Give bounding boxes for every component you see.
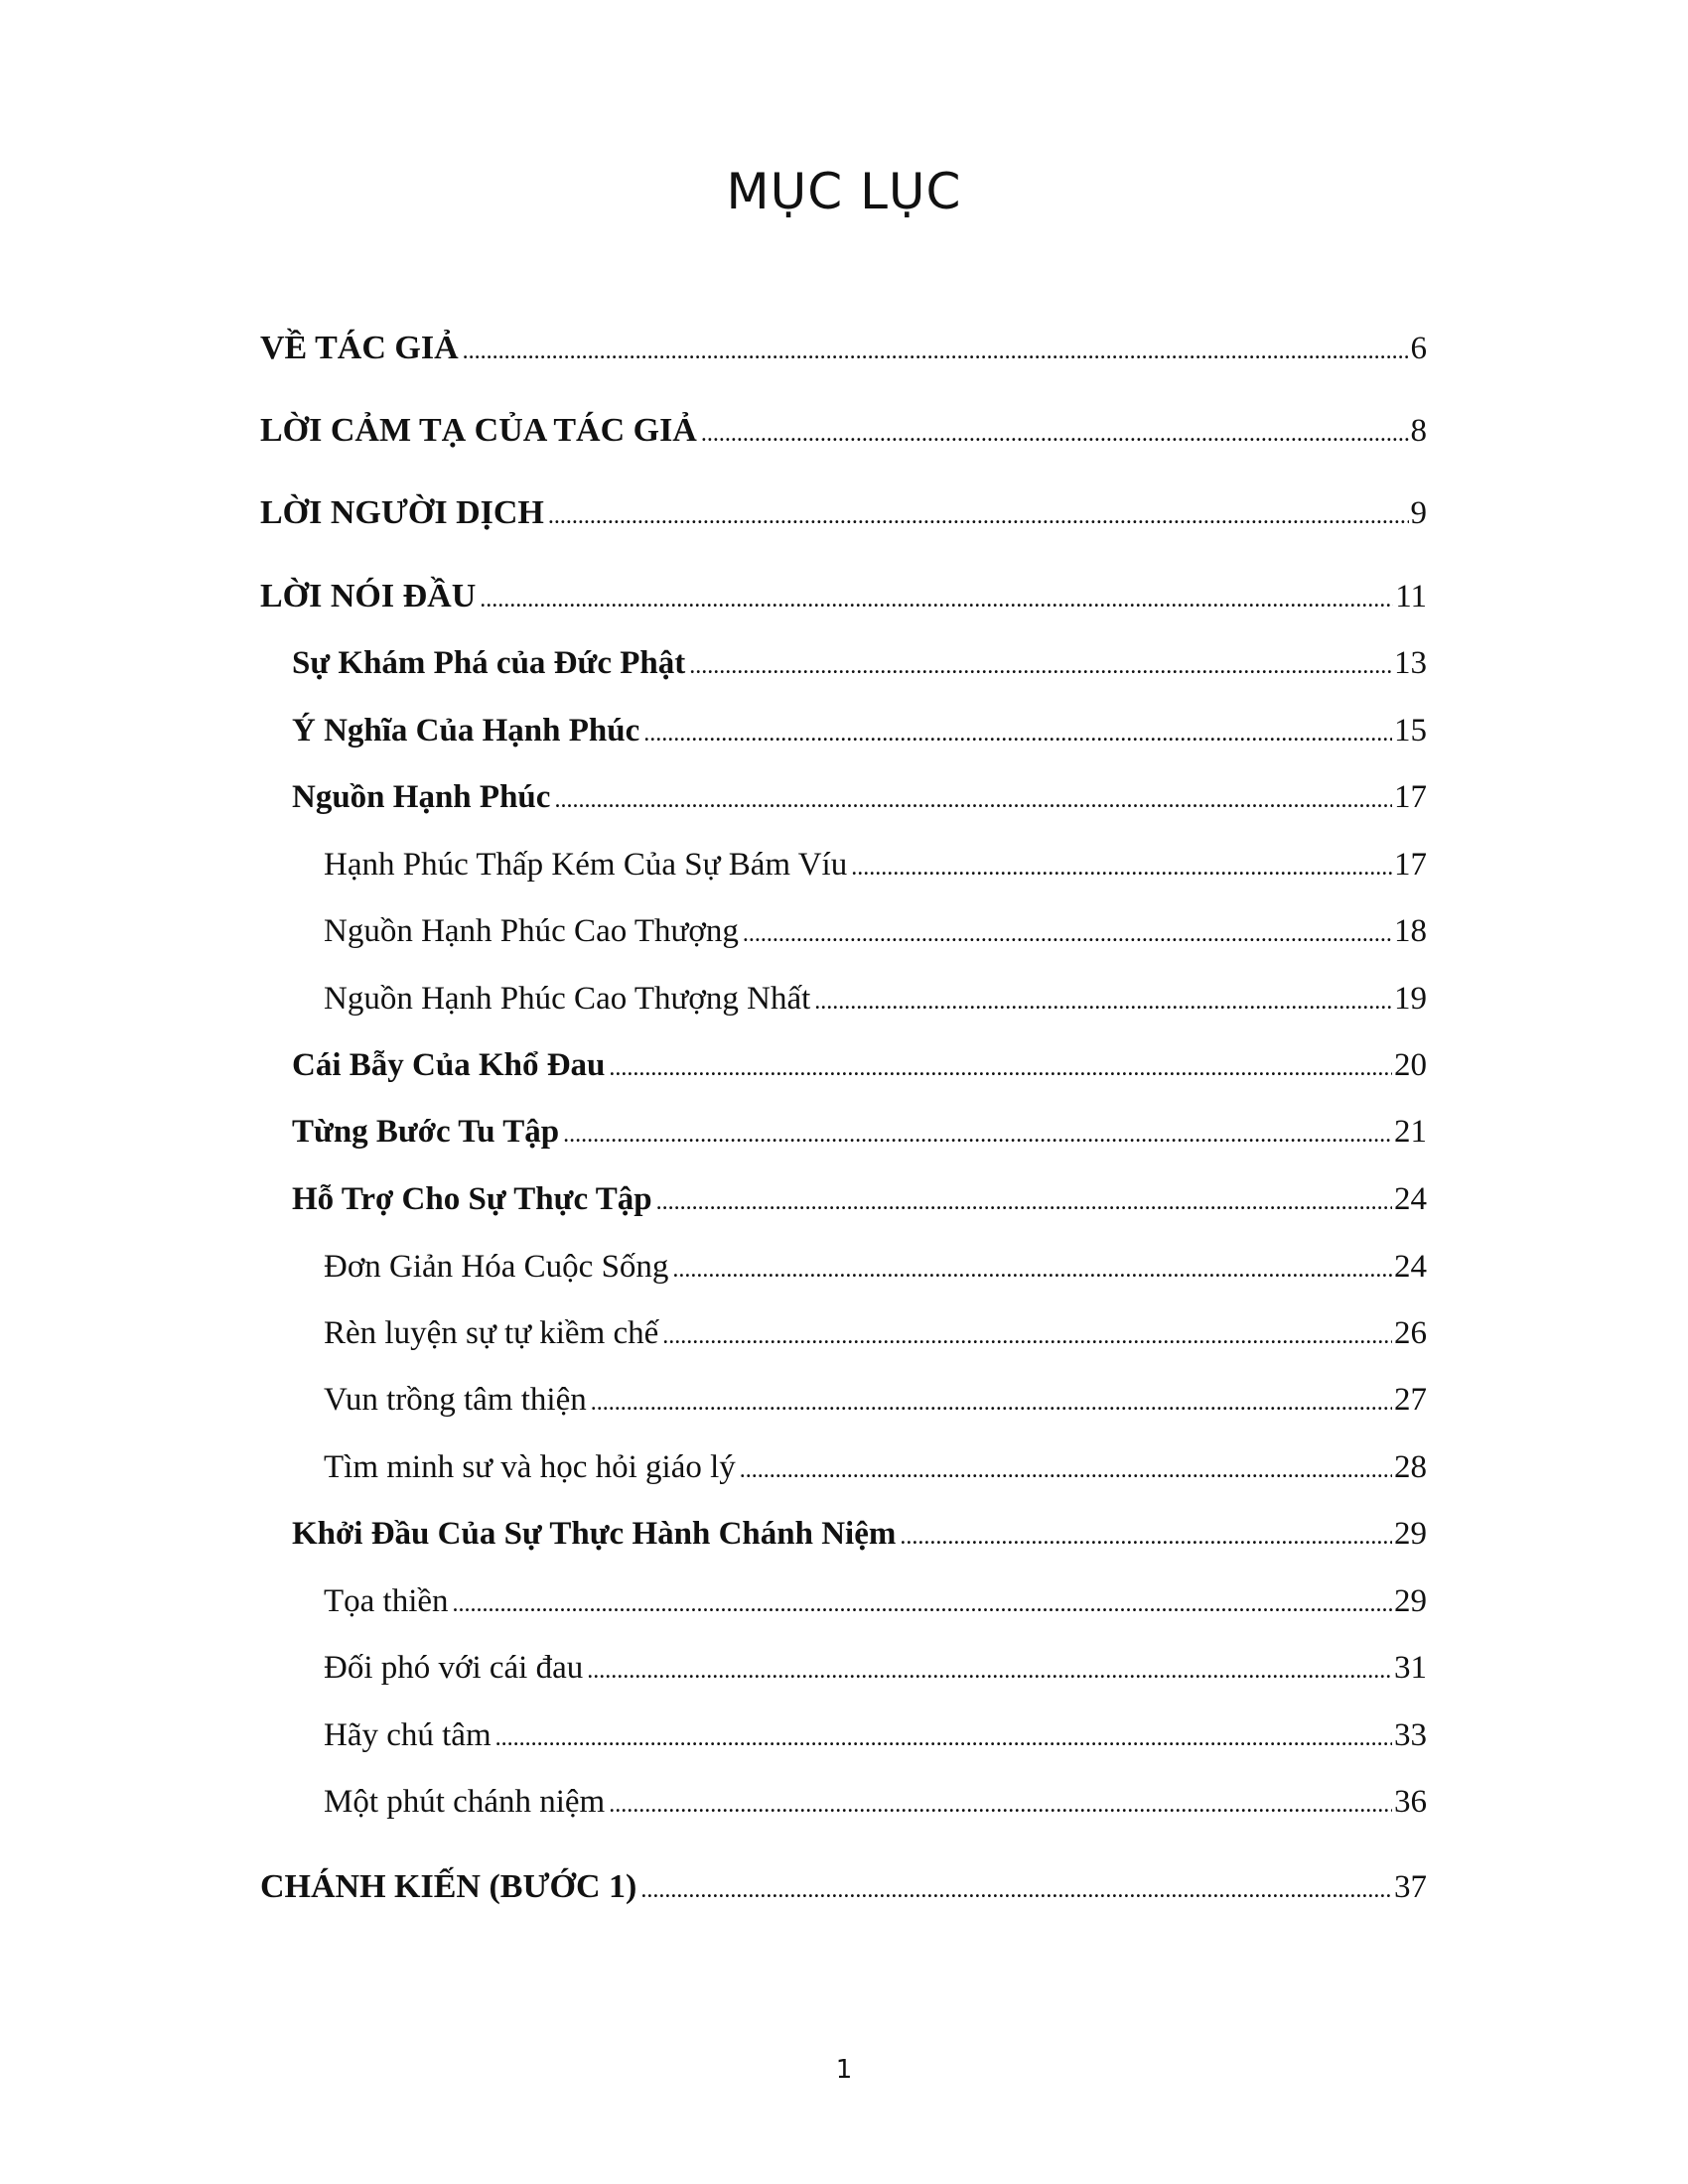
toc-entry-label: Ý Nghĩa Của Hạnh Phúc (292, 713, 640, 749)
toc-entry-page-number: 28 (1394, 1449, 1427, 1485)
toc-entry[interactable] (260, 412, 1427, 450)
dot-leader (689, 653, 1392, 680)
dot-leader (563, 1122, 1392, 1149)
dot-leader (591, 1390, 1392, 1417)
toc-entry-label: Hỗ Trợ Cho Sự Thực Tập (292, 1181, 652, 1217)
dot-leader (743, 921, 1392, 948)
toc-entry-page-number: 9 (1410, 495, 1427, 531)
toc-entry-page-number: 13 (1394, 645, 1427, 681)
toc-entry-label: VỀ TÁC GIẢ (260, 330, 459, 366)
toc-entry[interactable] (260, 1181, 1427, 1218)
toc-entry[interactable] (260, 779, 1427, 816)
toc-entry-page-number: 27 (1394, 1382, 1427, 1418)
dot-leader (554, 787, 1392, 814)
page-number: 1 (835, 2055, 853, 2085)
toc-entry-page-number: 6 (1410, 331, 1427, 366)
toc-entry[interactable] (260, 1868, 1427, 1906)
toc-entry-page-number: 29 (1394, 1516, 1427, 1552)
toc-entry-page-number: 20 (1394, 1047, 1427, 1083)
dot-leader (587, 1658, 1392, 1685)
toc-entry-label: LỜI NÓI ĐẦU (260, 578, 477, 614)
toc-entry[interactable] (260, 1717, 1427, 1754)
toc-entry-label: LỜI NGƯỜI DỊCH (260, 494, 544, 531)
dot-leader (480, 587, 1393, 614)
toc-entry-page-number: 31 (1394, 1650, 1427, 1686)
toc-entry[interactable] (260, 847, 1427, 884)
toc-entry[interactable] (260, 1784, 1427, 1821)
toc-entry-label: Nguồn Hạnh Phúc (292, 779, 551, 815)
toc-entry[interactable] (260, 1382, 1427, 1419)
toc-entry-page-number: 19 (1394, 981, 1427, 1017)
dot-leader (851, 855, 1392, 882)
dot-leader (640, 1877, 1392, 1904)
dot-leader (643, 721, 1392, 748)
toc-entry-label: Tìm minh sư và học hỏi giáo lý (324, 1449, 736, 1485)
toc-entry-page-number: 33 (1394, 1717, 1427, 1753)
toc-entry[interactable] (260, 330, 1427, 367)
dot-leader (701, 421, 1409, 448)
toc-entry-label: Nguồn Hạnh Phúc Cao Thượng (324, 913, 739, 949)
dot-leader (662, 1323, 1392, 1350)
toc-entry-label: Đối phó với cái đau (324, 1650, 584, 1686)
page-title: MỤC LỤC (726, 163, 962, 220)
toc-entry-label: Nguồn Hạnh Phúc Cao Thượng Nhất (324, 981, 811, 1017)
toc-entry-label: Cái Bẫy Của Khổ Đau (292, 1047, 606, 1083)
toc-entry-page-number: 8 (1410, 413, 1427, 449)
toc-entry[interactable] (260, 1516, 1427, 1553)
toc-entry-page-number: 26 (1394, 1315, 1427, 1351)
dot-leader (656, 1189, 1392, 1216)
dot-leader (900, 1524, 1392, 1551)
toc-entry-label: LỜI CẢM TẠ CỦA TÁC GIẢ (260, 412, 697, 449)
dot-leader (453, 1591, 1392, 1618)
toc-entry-page-number: 15 (1394, 713, 1427, 749)
toc-entry-page-number: 11 (1395, 579, 1427, 614)
toc-entry-page-number: 18 (1394, 913, 1427, 949)
dot-leader (609, 1792, 1392, 1819)
dot-leader (740, 1457, 1392, 1484)
toc-entry[interactable] (260, 494, 1427, 532)
toc-entry[interactable] (260, 645, 1427, 682)
dot-leader (548, 503, 1409, 530)
toc-entry-label: Tọa thiền (324, 1583, 449, 1619)
toc-entry[interactable] (260, 713, 1427, 750)
toc-entry-page-number: 17 (1394, 847, 1427, 883)
toc-entry[interactable] (260, 1449, 1427, 1486)
dot-leader (463, 339, 1409, 365)
toc-entry[interactable] (260, 1583, 1427, 1620)
toc-entry-label: Sự Khám Phá của Đức Phật (292, 645, 686, 681)
toc-entry[interactable] (260, 1650, 1427, 1687)
dot-leader (672, 1257, 1392, 1284)
toc-entry-label: CHÁNH KIẾN (BƯỚC 1) (260, 1868, 637, 1905)
toc-entry[interactable] (260, 1315, 1427, 1352)
dot-leader (495, 1725, 1392, 1752)
toc-entry-page-number: 24 (1394, 1181, 1427, 1217)
toc-entry-label: Hãy chú tâm (324, 1717, 492, 1753)
toc-entry-label: Đơn Giản Hóa Cuộc Sống (324, 1249, 669, 1285)
toc-entry-page-number: 29 (1394, 1583, 1427, 1619)
toc-entry[interactable] (260, 1047, 1427, 1084)
toc-entry[interactable] (260, 578, 1427, 615)
dot-leader (609, 1055, 1392, 1082)
toc-entry-label: Từng Bước Tu Tập (292, 1114, 560, 1150)
toc-entry-page-number: 24 (1394, 1249, 1427, 1285)
toc-entry-label: Một phút chánh niệm (324, 1784, 606, 1820)
toc-entry-label: Rèn luyện sự tự kiềm chế (324, 1315, 659, 1351)
toc-entry-label: Hạnh Phúc Thấp Kém Của Sự Bám Víu (324, 847, 848, 883)
toc-entry[interactable] (260, 1249, 1427, 1286)
toc-entry-page-number: 21 (1394, 1114, 1427, 1150)
toc-entry[interactable] (260, 1114, 1427, 1151)
toc-entry-page-number: 37 (1394, 1869, 1427, 1905)
toc-entry-label: Vun trồng tâm thiện (324, 1382, 587, 1418)
toc-entry-page-number: 36 (1394, 1784, 1427, 1820)
toc-entry[interactable] (260, 913, 1427, 950)
dot-leader (814, 989, 1392, 1016)
toc-entry-page-number: 17 (1394, 779, 1427, 815)
toc-entry-label: Khởi Đầu Của Sự Thực Hành Chánh Niệm (292, 1516, 897, 1552)
toc-entry[interactable] (260, 981, 1427, 1018)
